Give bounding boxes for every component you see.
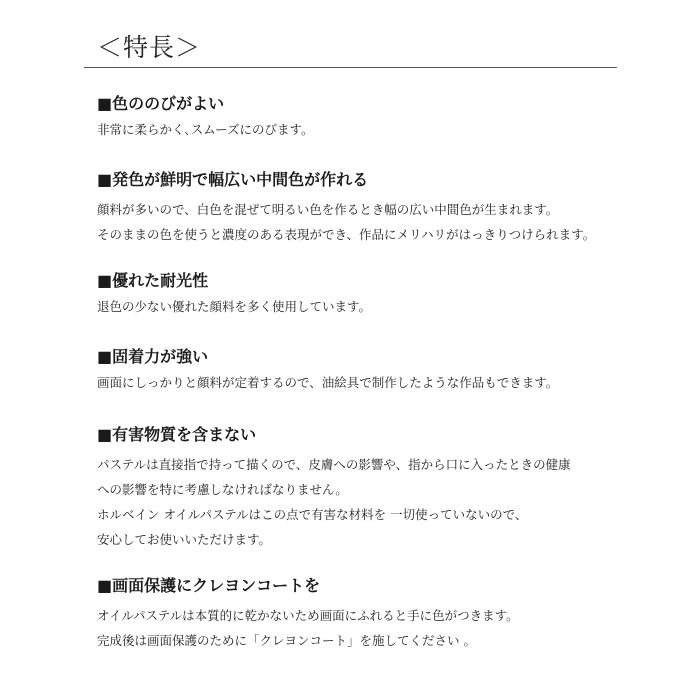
section-heading: ■発色が鮮明で幅広い中間色が作れる [97, 170, 369, 189]
body-text: 退色の少ない優れた顔料を多く使用しています。 [97, 299, 372, 314]
section-vivid-colors [97, 169, 657, 247]
body-text: 非常に柔らかく､スムーズにのびます。 [97, 122, 314, 137]
page-title: ＜特長＞ [97, 33, 202, 62]
section-heading: ■優れた耐光性 [97, 271, 209, 290]
section-color-spread [97, 93, 657, 139]
section-surface-protection [97, 575, 657, 653]
body-text: 画面にしっかりと顔料が定着するので、油絵具で制作したような作品もできます。 [97, 375, 559, 390]
body-text: ホルベイン オイルパステルはこの点で有害な材料を 一切使っていないので、 [97, 507, 528, 522]
title-divider [84, 67, 617, 68]
body-text: 顔料が多いので、白色を混ぜて明るい色を作るとき幅の広い中間色が生まれます。 [97, 202, 559, 217]
body-text: 安心してお使いいただけます。 [97, 532, 272, 547]
section-non-toxic [97, 424, 657, 552]
body-text: パステルは直接指で持って描くので、皮膚への影響や、指から口に入ったときの健康 [97, 457, 571, 472]
section-heading: ■画面保護にクレヨンコートを [97, 576, 321, 595]
body-text: オイルパステルは本質的に乾かないため画面にふれると手に色がつきます。 [97, 608, 519, 623]
body-text: への影響を特に考慮しなければなりません。 [97, 482, 348, 497]
section-heading: ■有害物質を含まない [97, 425, 257, 444]
body-text: 完成後は画面保護のために「クレヨンコート」を施してください 。 [97, 633, 476, 648]
section-heading: ■固着力が強い [97, 347, 209, 366]
section-heading: ■色ののびがよい [97, 94, 225, 113]
section-lightfastness [97, 270, 657, 316]
body-text: そのままの色を使うと濃度のある表現ができ、作品にメリハリがはっきりつけられます。 [97, 227, 596, 242]
section-adhesion [97, 346, 657, 392]
